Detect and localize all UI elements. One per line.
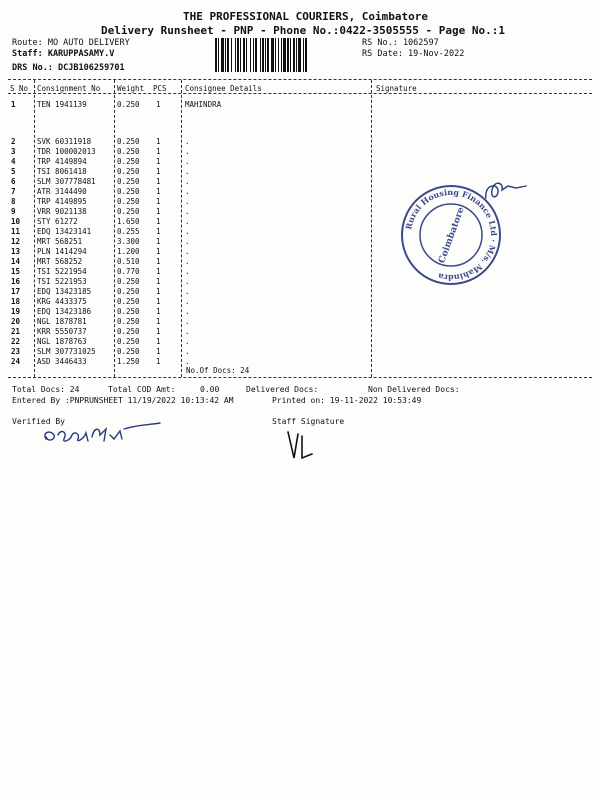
row-consignment-no: TDR 100002013 — [37, 147, 96, 156]
row-pcs: 1 — [156, 100, 161, 109]
delivered-docs: Delivered Docs: — [246, 385, 319, 394]
table-row — [0, 337, 600, 347]
row-consignment-no: MRT 568252 — [37, 257, 83, 266]
row-sno: 1 — [11, 100, 16, 109]
row-consignment-no: SLM 307731025 — [37, 347, 96, 356]
row-consignee-details: . — [185, 167, 190, 176]
row-pcs: 1 — [156, 297, 161, 306]
row-pcs: 1 — [156, 337, 161, 346]
row-sno: 23 — [11, 347, 21, 356]
total-cod-label: Total COD Amt: — [108, 385, 176, 394]
staff-signature-label: Staff Signature — [272, 417, 345, 426]
row-pcs: 1 — [156, 177, 161, 186]
row-consignee-details: . — [185, 177, 190, 186]
row-consignment-no: TSI 5221954 — [37, 267, 87, 276]
row-consignee-details: . — [185, 307, 190, 316]
total-cod-value: 0.00 — [200, 385, 220, 394]
row-weight: 0.250 — [117, 147, 140, 156]
row-weight: 0.250 — [117, 307, 140, 316]
row-pcs: 1 — [156, 217, 161, 226]
row-consignment-no: KRR 5550737 — [37, 327, 87, 336]
col-header-signature: Signature — [376, 84, 417, 93]
row-consignee-details: . — [185, 137, 190, 146]
table-row — [0, 347, 600, 357]
non-delivered-docs: Non Delivered Docs: — [368, 385, 460, 394]
row-sno: 18 — [11, 297, 21, 306]
row-pcs: 1 — [156, 147, 161, 156]
consignee-signature — [482, 176, 532, 206]
row-sno: 15 — [11, 267, 21, 276]
row-sno: 8 — [11, 197, 16, 206]
table-row — [0, 217, 600, 227]
row-consignment-no: NGL 1878781 — [37, 317, 87, 326]
row-weight: 0.250 — [117, 187, 140, 196]
row-pcs: 1 — [156, 317, 161, 326]
row-consignee-details: . — [185, 287, 190, 296]
table-row — [0, 137, 600, 147]
row-consignee-details: . — [185, 147, 190, 156]
row-pcs: 1 — [156, 207, 161, 216]
row-weight: 0.250 — [117, 137, 140, 146]
staff-label: Staff: KARUPPASAMY.V — [12, 49, 115, 59]
runsheet-title: Delivery Runsheet - PNP - Phone No.:0422-3505555 - Page No.:1 — [101, 24, 505, 37]
table-row — [0, 227, 600, 237]
row-sno: 20 — [11, 317, 21, 326]
row-consignment-no: ATR 3144490 — [37, 187, 87, 196]
row-weight: 0.250 — [117, 347, 140, 356]
row-consignment-no: STY 61272 — [37, 217, 78, 226]
row-weight: 0.770 — [117, 267, 140, 276]
row-consignment-no: TRP 4149895 — [37, 197, 87, 206]
row-sno: 7 — [11, 187, 16, 196]
row-consignee-details: . — [185, 327, 190, 336]
drs-number: DRS No.: DCJB106259701 — [12, 63, 125, 73]
row-weight: 1.250 — [117, 357, 140, 366]
row-consignee-details: . — [185, 247, 190, 256]
table-row — [0, 207, 600, 217]
row-pcs: 1 — [156, 157, 161, 166]
row-pcs: 1 — [156, 357, 161, 366]
row-sno: 22 — [11, 337, 21, 346]
total-docs: Total Docs: 24 — [12, 385, 80, 394]
row-pcs: 1 — [156, 187, 161, 196]
row-sno: 12 — [11, 237, 21, 246]
row-weight: 1.200 — [117, 247, 140, 256]
table-header-rule — [8, 93, 592, 94]
col-header-pcs: PCS — [153, 84, 167, 93]
row-consignee-details: MAHINDRA — [185, 100, 222, 109]
row-consignment-no: EDQ 13423186 — [37, 307, 92, 316]
row-sno: 19 — [11, 307, 21, 316]
table-row — [0, 267, 600, 277]
table-row — [0, 247, 600, 257]
row-pcs: 1 — [156, 137, 161, 146]
table-row — [0, 297, 600, 307]
row-weight: 0.250 — [117, 167, 140, 176]
row-consignment-no: EDQ 13423141 — [37, 227, 92, 236]
rs-number: RS No.: 1062597 — [362, 38, 439, 48]
row-sno: 14 — [11, 257, 21, 266]
printed-on: Printed on: 19-11-2022 10:53:49 — [272, 396, 422, 405]
row-sno: 3 — [11, 147, 16, 156]
row-consignment-no: KRG 4433375 — [37, 297, 87, 306]
verified-by-signature — [40, 415, 165, 449]
row-consignee-details: . — [185, 277, 190, 286]
no-of-docs: No.Of Docs: 24 — [186, 366, 250, 375]
row-weight: 0.250 — [117, 277, 140, 286]
row-sno: 10 — [11, 217, 21, 226]
row-weight: 0.250 — [117, 297, 140, 306]
row-consignment-no: TRP 4149894 — [37, 157, 87, 166]
row-sno: 11 — [11, 227, 21, 236]
entered-by: Entered By :PNPRUNSHEET 11/19/2022 10:13:42 AM — [12, 396, 234, 405]
row-consignment-no: SLM 307778481 — [37, 177, 96, 186]
row-weight: 0.250 — [117, 317, 140, 326]
row-pcs: 1 — [156, 197, 161, 206]
row-sno: 6 — [11, 177, 16, 186]
row-weight: 0.250 — [117, 287, 140, 296]
table-row — [0, 307, 600, 317]
table-top-rule — [8, 79, 592, 80]
row-pcs: 1 — [156, 347, 161, 356]
row-sno: 16 — [11, 277, 21, 286]
row-pcs: 1 — [156, 227, 161, 236]
row-consignee-details: . — [185, 267, 190, 276]
row-consignment-no: TSI 5221953 — [37, 277, 87, 286]
table-row — [0, 157, 600, 167]
row-weight: 0.255 — [117, 227, 140, 236]
table-row — [0, 287, 600, 297]
row-sno: 21 — [11, 327, 21, 336]
row-consignment-no: VRR 9021138 — [37, 207, 87, 216]
row-sno: 9 — [11, 207, 16, 216]
col-header-details: Consignee Details — [185, 84, 262, 93]
table-row — [0, 147, 600, 157]
row-weight: 0.250 — [117, 207, 140, 216]
row-consignee-details: . — [185, 187, 190, 196]
row-consignment-no: SVK 60311918 — [37, 137, 92, 146]
row-weight: 0.250 — [117, 157, 140, 166]
stamp-center-text: Coimbatore — [437, 205, 467, 265]
row-consignee-details: . — [185, 337, 190, 346]
row-pcs: 1 — [156, 287, 161, 296]
row-pcs: 1 — [156, 257, 161, 266]
row-consignee-details: . — [185, 317, 190, 326]
row-weight: 0.510 — [117, 257, 140, 266]
row-pcs: 1 — [156, 277, 161, 286]
table-row — [0, 100, 600, 110]
table-row — [0, 257, 600, 267]
row-sno: 17 — [11, 287, 21, 296]
row-consignee-details: . — [185, 197, 190, 206]
row-weight: 0.250 — [117, 337, 140, 346]
row-consignment-no: TEN 1941139 — [37, 100, 87, 109]
row-sno: 4 — [11, 157, 16, 166]
row-consignment-no: ASD 3446433 — [37, 357, 87, 366]
row-consignee-details: . — [185, 207, 190, 216]
row-pcs: 1 — [156, 237, 161, 246]
row-consignee-details: . — [185, 347, 190, 356]
row-pcs: 1 — [156, 327, 161, 336]
row-consignment-no: MRT 568251 — [37, 237, 83, 246]
row-weight: 0.250 — [117, 100, 140, 109]
table-bottom-rule — [8, 377, 592, 378]
table-row — [0, 357, 600, 367]
row-pcs: 1 — [156, 247, 161, 256]
verified-by-label: Verified By — [12, 417, 65, 426]
barcode — [215, 38, 355, 72]
col-header-sno: S No — [10, 84, 29, 93]
col-header-consignment: Consignment No — [37, 84, 101, 93]
row-consignment-no: NGL 1878763 — [37, 337, 87, 346]
col-header-weight: Weight — [117, 84, 145, 93]
row-consignee-details: . — [185, 157, 190, 166]
stamp-outer-text: Rural Housing Finance Ltd · M/s. Mahindra — [403, 186, 500, 284]
row-consignee-details: . — [185, 237, 190, 246]
row-pcs: 1 — [156, 307, 161, 316]
row-sno: 5 — [11, 167, 16, 176]
row-consignee-details: . — [185, 257, 190, 266]
table-row — [0, 237, 600, 247]
row-weight: 0.250 — [117, 197, 140, 206]
row-consignee-details: . — [185, 357, 190, 366]
row-weight: 3.300 — [117, 237, 140, 246]
company-title: THE PROFESSIONAL COURIERS, Coimbatore — [183, 10, 429, 23]
row-weight: 1.650 — [117, 217, 140, 226]
staff-signature — [284, 428, 320, 464]
rs-date: RS Date: 19-Nov-2022 — [362, 49, 465, 59]
row-consignment-no: EDQ 13423185 — [37, 287, 92, 296]
row-consignee-details: . — [185, 227, 190, 236]
row-sno: 2 — [11, 137, 16, 146]
row-consignment-no: TSI 8061418 — [37, 167, 87, 176]
table-row — [0, 277, 600, 287]
table-row — [0, 327, 600, 337]
row-weight: 0.250 — [117, 327, 140, 336]
table-row — [0, 317, 600, 327]
row-sno: 24 — [11, 357, 21, 366]
row-sno: 13 — [11, 247, 21, 256]
row-pcs: 1 — [156, 267, 161, 276]
row-consignee-details: . — [185, 297, 190, 306]
route-label: Route: MO AUTO DELIVERY — [12, 38, 130, 48]
row-consignee-details: . — [185, 217, 190, 226]
row-pcs: 1 — [156, 167, 161, 176]
row-weight: 0.250 — [117, 177, 140, 186]
row-consignment-no: PLN 1414294 — [37, 247, 87, 256]
